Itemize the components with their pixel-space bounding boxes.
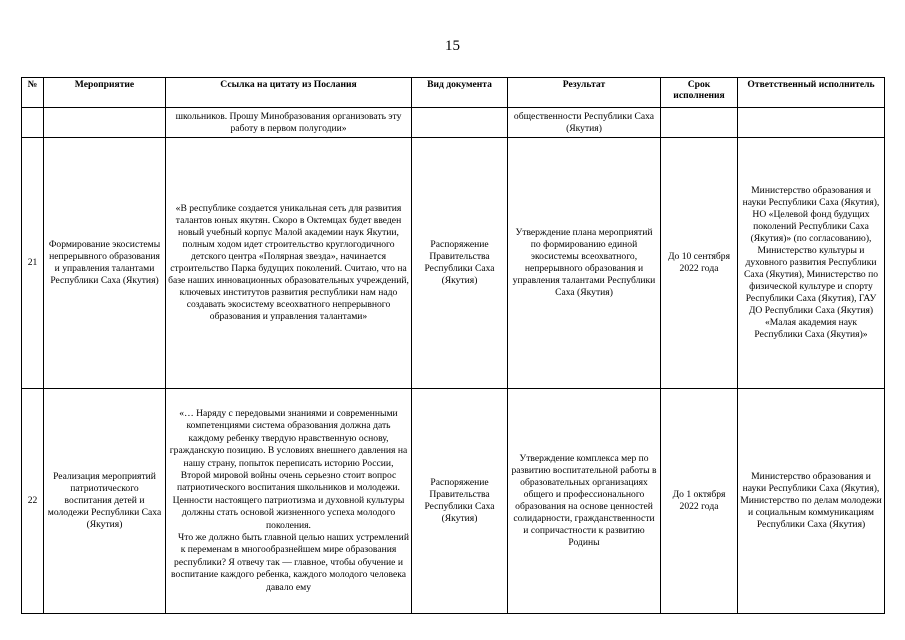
- cell-deadline: [661, 108, 738, 138]
- cell-quote: «В республике создается уникальная сеть для развития талантов юных якутян. Скоро в Октемцах будет введен новый учебный корпус Малой академии наук Якутии, полным ходом идет строительство круглогодичного детского центра «Полярная звезда», начинается строительство Парка будущих поколений. Считаю, что на базе наших инновационных образовательных учреждений, ключевых институтов развития республики нам надо создавать экосистему всеохватного непрерывного образования и управления талантами»: [166, 138, 412, 389]
- page-number: 15: [445, 38, 460, 54]
- cell-quote: школьников. Прошу Минобразования организовать эту работу в первом полугодии»: [166, 108, 412, 138]
- cell-event: Формирование экосистемы непрерывного образования и управления талантами Республики Саха (Якутия): [44, 138, 166, 389]
- cell-result: Утверждение комплекса мер по развитию воспитательной работы в образовательных организациях общего и профессионального образования на основе ценностей солидарности, гражданственности и сопричастности к развитию Родины: [508, 389, 661, 614]
- cell-responsible: Министерство образования и науки Республики Саха (Якутия), Министерство по делам молодежи и социальным коммуникациям Республики Саха (Якутия): [738, 389, 885, 614]
- table-row: [22, 389, 885, 614]
- cell-quote: [166, 389, 412, 614]
- header-doc-type: Вид документа: [412, 78, 508, 108]
- cell-num: 21: [22, 138, 44, 389]
- cell-responsible: [738, 108, 885, 138]
- cell-doc-type: Распоряжение Правительства Республики Саха (Якутия): [412, 138, 508, 389]
- cell-doc-type: [412, 108, 508, 138]
- cell-responsible: Министерство образования и науки Республики Саха (Якутия), НО «Целевой фонд будущих поколений Республики Саха (Якутия)» (по согласованию), Министерство культуры и духовного развития Республики Саха (Якутия), Министерство по физической культуре и спорту Республики Саха (Якутия), ГАУ ДО Республики Саха (Якутия) «Малая академия наук Республики Саха (Якутия)»: [738, 138, 885, 389]
- action-plan-table: [21, 77, 885, 614]
- header-result: Результат: [508, 78, 661, 108]
- header-quote: Ссылка на цитату из Послания: [166, 78, 412, 108]
- cell-result: общественности Республики Саха (Якутия): [508, 108, 661, 138]
- header-event: Мероприятие: [44, 78, 166, 108]
- header-deadline: Срок исполнения: [661, 78, 738, 108]
- cell-doc-type: Распоряжение Правительства Республики Саха (Якутия): [412, 389, 508, 614]
- cell-deadline: До 10 сентября 2022 года: [661, 138, 738, 389]
- cell-event: [44, 108, 166, 138]
- table-header-row: [22, 78, 885, 108]
- cell-deadline: До 1 октября 2022 года: [661, 389, 738, 614]
- cell-num: [22, 108, 44, 138]
- cell-result: Утверждение плана мероприятий по формированию единой экосистемы всеохватного, непрерывного образования и управления талантами Республики Саха (Якутия): [508, 138, 661, 389]
- quote-paragraph-1: «… Наряду с передовыми знаниями и современными компетенциями система образования должна дать каждому ребенку твердую нравственную основу, гражданскую позицию. В условиях внешнего давления на нашу страну, попыток переписать историю России, Второй мировой войны очень серьезно стоит вопрос патриотического воспитания школьников и молодежи. Ценности настоящего патриотизма и духовной культуры должны стать основой жизненного успеха молодого поколения.: [169, 407, 408, 531]
- header-responsible: Ответственный исполнитель: [738, 78, 885, 108]
- table-row: [22, 138, 885, 389]
- cell-event: Реализация мероприятий патриотического воспитания детей и молодежи Республики Саха (Якутия): [44, 389, 166, 614]
- table-row-continuation: [22, 108, 885, 138]
- header-num: №: [22, 78, 44, 108]
- quote-paragraph-2: Что же должно быть главной целью наших устремлений к переменам в многообразнейшем мире образования республики? Я отвечу так — главное, чтобы обучение и воспитание каждого ребенка, каждого молодого человека давало ему: [170, 532, 409, 593]
- cell-num: 22: [22, 389, 44, 614]
